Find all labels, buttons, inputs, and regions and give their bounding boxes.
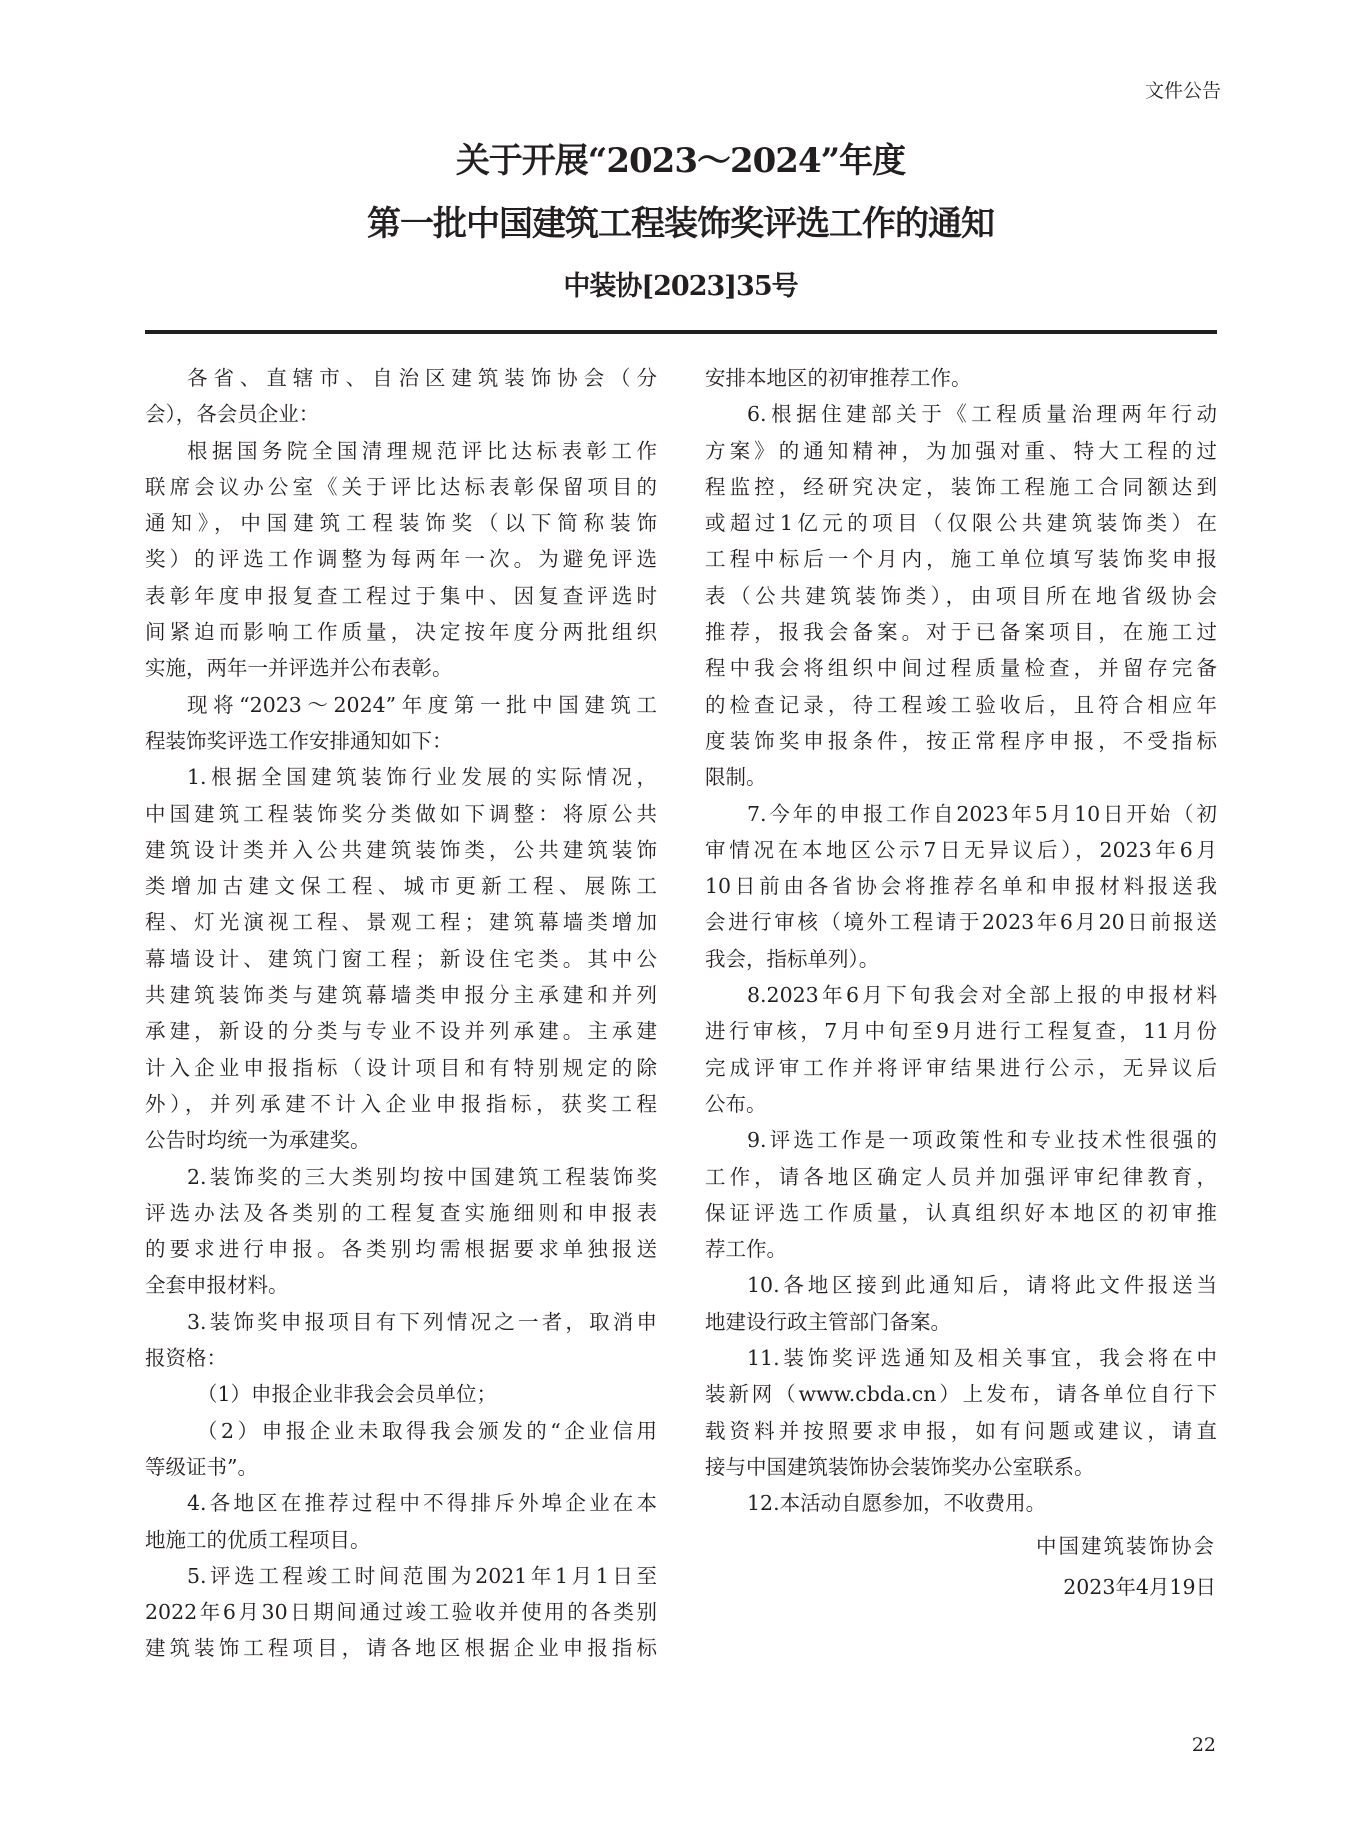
text-line: 全套申报材料。 [145, 1273, 289, 1298]
text-line: 中国建筑工程装饰奖分类做如下调整：将原公共 [145, 801, 657, 826]
text-line: 会进行审核（境外工程请于2023年6月20日前报送 [705, 910, 1217, 935]
text-line: 会），各会员企业： [145, 402, 320, 427]
text-line: 地施工的优质工程项目。 [145, 1527, 371, 1552]
text-line: 公告时均统一为承建奖。 [145, 1128, 371, 1153]
text-line: 1.根据全国建筑装饰行业发展的实际情况， [187, 765, 657, 790]
text-line: 报资格： [145, 1346, 227, 1371]
text-line: 间紧迫而影响工作质量，决定按年度分两批组织 [145, 620, 657, 645]
text-line: 表（公共建筑装饰类），由项目所在地省级协会 [705, 583, 1217, 608]
text-line: 5.评选工程竣工时间范围为2021年1月1日至 [187, 1563, 657, 1588]
text-line: 2022年6月30日期间通过竣工验收并使用的各类别 [145, 1600, 657, 1625]
text-line: 类增加古建文保工程、城市更新工程、展陈工 [145, 874, 657, 899]
page-number: 22 [1191, 1734, 1216, 1756]
text-line: 等级证书”。 [145, 1454, 258, 1479]
text-line: 荐工作。 [705, 1237, 787, 1262]
text-line: 6.根据住建部关于《工程质量治理两年行动 [747, 402, 1217, 427]
text-line: 表彰年度申报复查工程过于集中、因复查评选时 [145, 583, 657, 608]
text-line: 实施，两年一并评选并公布表彰。 [145, 656, 453, 681]
text-line: 奖）的评选工作调整为每两年一次。为避免评选 [145, 547, 657, 572]
text-line: 方案》的通知精神，为加强对重、特大工程的过 [705, 438, 1217, 463]
signature-date: 2023年4月19日 [1063, 1575, 1216, 1599]
text-line: 度装饰奖申报条件，按正常程序申报，不受指标 [705, 728, 1217, 753]
text-line: 4.各地区在推荐过程中不得排斥外埠企业在本 [187, 1491, 657, 1516]
text-line: 的要求进行申报。各类别均需根据要求单独报送 [145, 1237, 657, 1262]
text-line: 程中我会将组织中间过程质量检查，并留存完备 [705, 656, 1217, 681]
text-line: 3.装饰奖申报项目有下列情况之一者，取消申 [187, 1309, 657, 1334]
text-line: 限制。 [705, 765, 767, 790]
text-line: 2.装饰奖的三大类别均按中国建筑工程装饰奖 [187, 1164, 657, 1189]
text-line: 通知》，中国建筑工程装饰奖（以下简称装饰 [145, 511, 657, 536]
body-right-column [705, 360, 1217, 1522]
text-line: 10日前由各省协会将推荐名单和申报材料报送我 [705, 874, 1217, 899]
text-line: 安排本地区的初审推荐工作。 [705, 366, 972, 390]
text-line: 公布。 [705, 1091, 767, 1116]
text-line: 联席会议办公室《关于评比达标表彰保留项目的 [145, 474, 657, 499]
text-line: 7.今年的申报工作自2023年5月10日开始（初 [747, 801, 1217, 826]
text-line: 审情况在本地区公示7日无异议后），2023年6月 [705, 837, 1217, 862]
text-line: 的检查记录，待工程竣工验收后，且符合相应年 [705, 692, 1217, 717]
text-line: 计入企业申报指标（设计项目和有特别规定的除 [145, 1055, 657, 1080]
text-line: 评选办法及各类别的工程复查实施细则和申报表 [145, 1200, 657, 1225]
signature-organization: 中国建筑装饰协会 [1036, 1534, 1216, 1558]
document-number: 中装协[2023]35号 [563, 271, 798, 302]
title-line-2: 第一批中国建筑工程装饰奖评选工作的通知 [367, 204, 994, 244]
text-line: 载资料并按照要求申报，如有问题或建议，请直 [705, 1418, 1217, 1443]
text-line: （1）申报企业非我会会员单位； [197, 1382, 498, 1407]
body-left-column [145, 360, 657, 1667]
text-line: 工作，请各地区确定人员并加强评审纪律教育， [705, 1164, 1217, 1189]
text-line: 工程中标后一个月内，施工单位填写装饰奖申报 [705, 547, 1217, 572]
text-line: 8.2023年6月下旬我会对全部上报的申报材料 [747, 983, 1217, 1008]
text-line: 建筑装饰工程项目，请各地区根据企业申报指标 [145, 1636, 657, 1661]
text-line: 根据国务院全国清理规范评比达标表彰工作 [187, 438, 657, 463]
text-line: 程监控，经研究决定，装饰工程施工合同额达到 [705, 474, 1217, 499]
text-line: 幕墙设计、建筑门窗工程；新设住宅类。其中公 [145, 946, 657, 971]
text-line: （2）申报企业未取得我会颁发的“企业信用 [197, 1418, 657, 1443]
text-line: 共建筑装饰类与建筑幕墙类申报分主承建和并列 [145, 983, 657, 1008]
text-line: 10.各地区接到此通知后，请将此文件报送当 [747, 1273, 1217, 1298]
text-line: 11.装饰奖评选通知及相关事宜，我会将在中 [747, 1346, 1217, 1371]
text-line: 外），并列承建不计入企业申报指标，获奖工程 [145, 1091, 657, 1116]
title-line-1: 关于开展“2023～2024”年度 [455, 141, 906, 181]
text-line: 承建，新设的分类与专业不设并列承建。主承建 [145, 1019, 657, 1044]
text-line: 完成评审工作并将评审结果进行公示，无异议后 [705, 1055, 1217, 1080]
text-line: 地建设行政主管部门备案。 [705, 1309, 951, 1334]
text-line: 12.本活动自愿参加，不收费用。 [747, 1491, 1047, 1516]
text-line: 程装饰奖评选工作安排通知如下： [145, 728, 453, 753]
text-line: 9.评选工作是一项政策性和专业技术性很强的 [747, 1128, 1217, 1153]
title-divider [145, 330, 1217, 334]
text-line: 推荐，报我会备案。对于已备案项目，在施工过 [705, 620, 1217, 645]
text-line: 进行审核，7月中旬至9月进行工程复查，11月份 [705, 1019, 1217, 1044]
section-label: 文件公告 [1144, 80, 1221, 102]
text-line: 接与中国建筑装饰协会装饰奖办公室联系。 [705, 1454, 1095, 1479]
text-line: 保证评选工作质量，认真组织好本地区的初审推 [705, 1200, 1217, 1225]
text-line: 程、灯光演视工程、景观工程；建筑幕墙类增加 [145, 910, 657, 935]
text-line: 现将“2023～2024”年度第一批中国建筑工 [187, 692, 657, 717]
text-line: 我会，指标单列）。 [705, 946, 880, 971]
text-line: 各省、直辖市、自治区建筑装饰协会（分 [187, 366, 657, 390]
text-line: 或超过1亿元的项目（仅限公共建筑装饰类）在 [705, 511, 1217, 536]
text-line: 装新网（www.cbda.cn）上发布，请各单位自行下 [705, 1382, 1217, 1407]
text-line: 建筑设计类并入公共建筑装饰类，公共建筑装饰 [145, 837, 657, 862]
